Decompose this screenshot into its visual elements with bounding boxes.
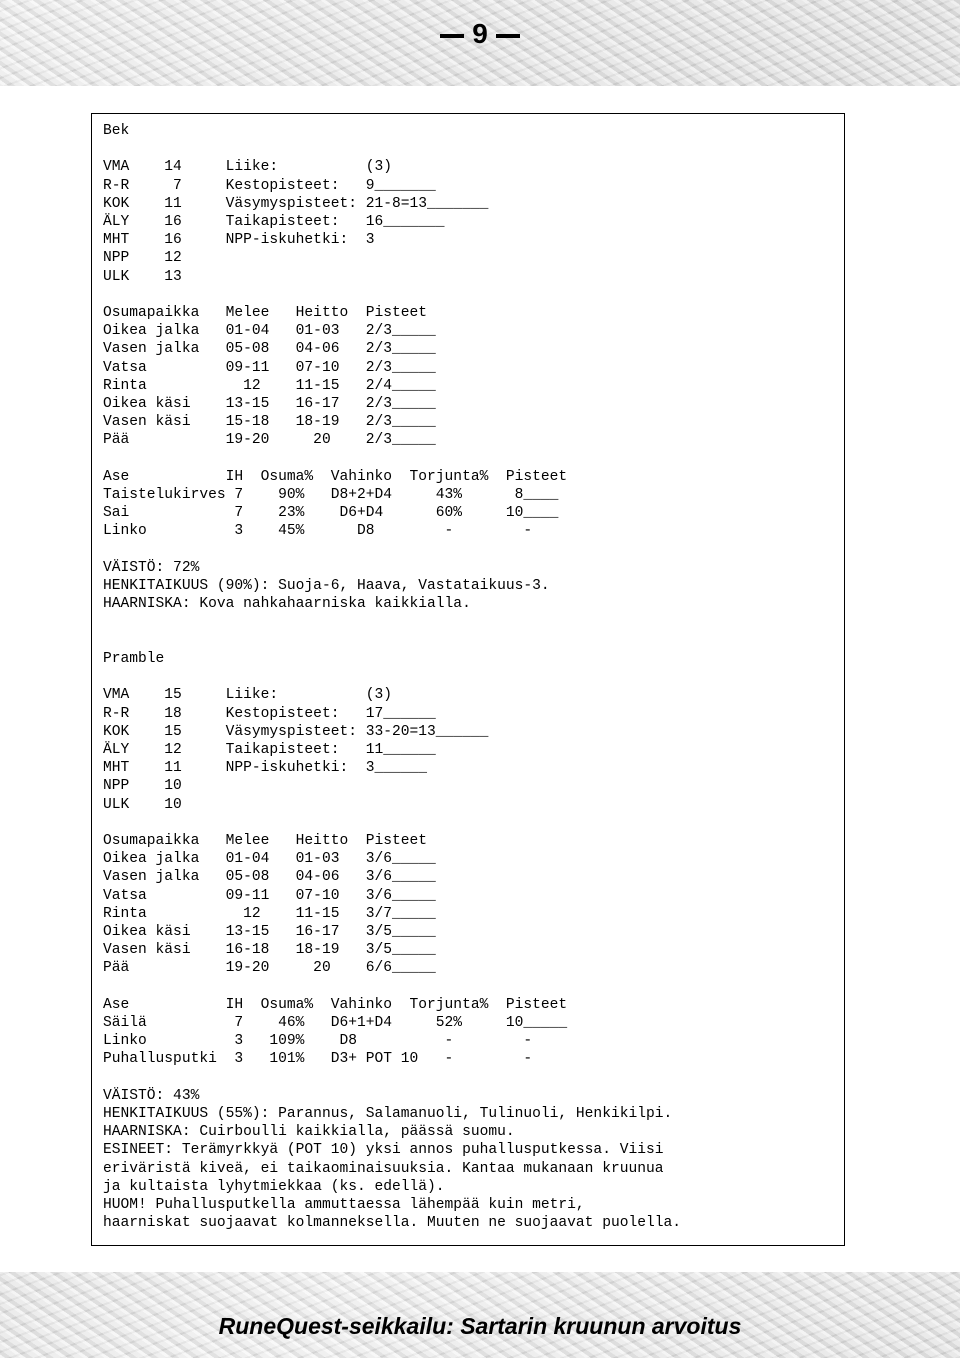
page-number-header (0, 18, 960, 50)
left-dash (440, 34, 464, 38)
page-number: 9 (472, 18, 488, 49)
right-dash (496, 34, 520, 38)
footer-title: RuneQuest-seikkailu: Sartarin kruunun arvoitus (218, 1313, 742, 1339)
stat-block-text: Bek VMA 14 Liike: (3) R-R 7 Kestopisteet: 9_______ KOK 11 Väsymyspisteet: 21-8=13_______ ÄLY 16 Taikapisteet: 16_______ MHT 16 NPP-iskuhetki: 3 NPP 12 ULK 13 Osumapaikka Melee Heitto Pisteet Oikea jalka 01-04 01-03 2/3_____ Vasen jalka 05-08 04-06 2/3_____ Vatsa 09-11 07-10 2/3_____ Rinta 12 11-15 2/4_____ Oikea käsi 13-15 16-17 2/3_____ Vasen käsi 15-18 18-19 2/3_____ Pää 19-20 20 2/3_____ Ase IH Osuma% Vahinko Torjunta% Pisteet Taistelukirves 7 90% D8+2+D4 43% 8____ Sai 7 23% D6+D4 60% 10____ Linko 3 45% D8 - - VÄISTÖ: 72% HENKITAIKUUS (90%): Suoja-6, Haava, Vastataikuus-3. HAARNISKA: Kova nahkahaarniska kaikkialla. Pramble VMA 15 Liike: (3) R-R 18 Kestopisteet: 17______ KOK 15 Väsymyspisteet: 33-20=13______ ÄLY 12 Taikapisteet: 11______ MHT 11 NPP-iskuhetki: 3______ NPP 10 ULK 10 Osumapaikka Melee Heitto Pisteet Oikea jalka 01-04 01-03 3/6_____ Vasen jalka 05-08 04-06 3/6_____ Vatsa 09-11 07-10 3/6_____ Rinta 12 11-15 3/7_____ Oikea käsi 13-15 16-17 3/5_____ Vasen käsi 16-18 18-19 3/5_____ Pää 19-20 20 6/6_____ Ase IH Osuma% Vahinko Torjunta% Pisteet Säilä 7 46% D6+1+D4 52% 10_____ Linko 3 109% D8 - - Puhallusputki 3 101% D3+ POT 10 - - VÄISTÖ: 43% HENKITAIKUUS (55%): Parannus, Salamanuoli, Tulinuoli, Henkikilpi. HAARNISKA: Cuirboulli kaikkialla, päässä suomu. ESINEET: Terämyrkkyä (POT 10) yksi annos puhallusputkessa. Viisi eriväristä kiveä, ei taikaominaisuuksia. Kantaa mukanaan kruunua ja kultaista lyhytmiekkaa (ks. edellä). HUOM! Puhallusputkella ammuttaessa lähempää kuin metri, haarniskat suojaavat kolmanneksella. Muuten ne suojaavat puolella. (103, 123, 682, 1232)
